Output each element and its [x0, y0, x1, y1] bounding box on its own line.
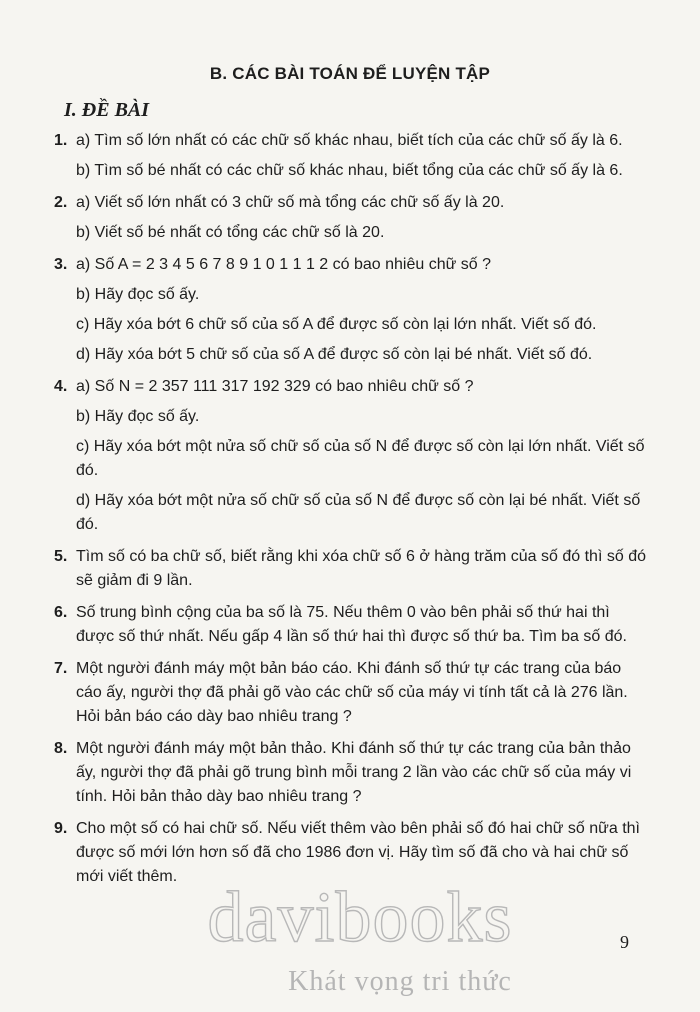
problem-part: d) Hãy xóa bớt 5 chữ số của số A để được số còn lại bé nhất. Viết số đó. — [76, 346, 593, 363]
problem-number: 4. — [54, 378, 68, 395]
problem-list — [46, 129, 646, 897]
page-number: 9 — [620, 932, 629, 952]
problem-part: a) Viết số lớn nhất có 3 chữ số mà tổng các chữ số ấy là 20. — [76, 194, 505, 211]
watermark-logo: davibooks — [207, 877, 513, 957]
problem-item — [46, 191, 646, 245]
watermark-tagline: Khát vọng tri thức — [288, 966, 512, 997]
problem-part: b) Hãy đọc số ấy. — [76, 408, 200, 425]
section-heading: B. CÁC BÀI TOÁN ĐỂ LUYỆN TẬP — [209, 64, 491, 83]
problem-part: a) Tìm số lớn nhất có các chữ số khác nhau, biết tích của các chữ số ấy là 6. — [76, 132, 623, 149]
problem-item — [46, 737, 646, 809]
problem-part: Tìm số có ba chữ số, biết rằng khi xóa chữ số 6 ở hàng trăm của số đó thì số đó sẽ giảm đi 9 lần. — [76, 548, 646, 589]
problem-part: b) Hãy đọc số ấy. — [76, 286, 200, 303]
problem-item — [46, 253, 646, 367]
problem-item — [46, 129, 646, 183]
problem-part: b) Viết số bé nhất có tổng các chữ số là 20. — [76, 224, 385, 241]
problem-item — [46, 545, 646, 593]
problem-item — [46, 657, 646, 729]
problem-part: Một người đánh máy một bản thảo. Khi đánh số thứ tự các trang của bản thảo ấy, người thợ đã phải gõ trung bình mỗi trang 2 lần vào các chữ số của máy vi tính. Hỏi bản thảo dày bao nhiêu trang ? — [76, 740, 632, 805]
problem-number: 1. — [54, 132, 68, 149]
problem-number: 3. — [54, 256, 68, 273]
problem-part: Cho một số có hai chữ số. Nếu viết thêm vào bên phải số đó hai chữ số nữa thì được số mới lớn hơn số đã cho 1986 đơn vị. Hãy tìm số đã cho và hai chữ số mới viết thêm. — [76, 820, 640, 885]
problem-part: a) Số A = 2 3 4 5 6 7 8 9 1 0 1 1 1 2 có bao nhiêu chữ số ? — [76, 256, 492, 273]
problem-part: d) Hãy xóa bớt một nửa số chữ số của số N để được số còn lại bé nhất. Viết số đó. — [76, 492, 641, 533]
problem-part: c) Hãy xóa bớt một nửa số chữ số của số N để được số còn lại lớn nhất. Viết số đó. — [76, 438, 645, 479]
problem-number: 7. — [54, 660, 68, 677]
problem-number: 8. — [54, 740, 68, 757]
problem-part: Số trung bình cộng của ba số là 75. Nếu thêm 0 vào bên phải số thứ hai thì được số thứ nhất. Nếu gấp 4 lần số thứ hai thì được số thứ ba. Tìm ba số đó. — [76, 604, 627, 645]
section-subheading: I. ĐỀ BÀI — [64, 99, 150, 121]
problem-part: a) Số N = 2 357 111 317 192 329 có bao nhiêu chữ số ? — [76, 378, 474, 395]
problem-item — [46, 375, 646, 537]
problem-item — [46, 601, 646, 649]
problem-part: Một người đánh máy một bản báo cáo. Khi đánh số thứ tự các trang của báo cáo ấy, người thợ đã phải gõ vào các chữ số của máy vi tính tất cả là 276 lần. Hỏi bản báo cáo dày bao nhiêu trang ? — [76, 660, 628, 725]
problem-number: 2. — [54, 194, 68, 211]
problem-number: 5. — [54, 548, 68, 565]
problem-part: b) Tìm số bé nhất có các chữ số khác nhau, biết tổng của các chữ số ấy là 6. — [76, 162, 623, 179]
problem-number: 6. — [54, 604, 68, 621]
problem-part: c) Hãy xóa bớt 6 chữ số của số A để được số còn lại lớn nhất. Viết số đó. — [76, 316, 597, 333]
problem-number: 9. — [54, 820, 68, 837]
